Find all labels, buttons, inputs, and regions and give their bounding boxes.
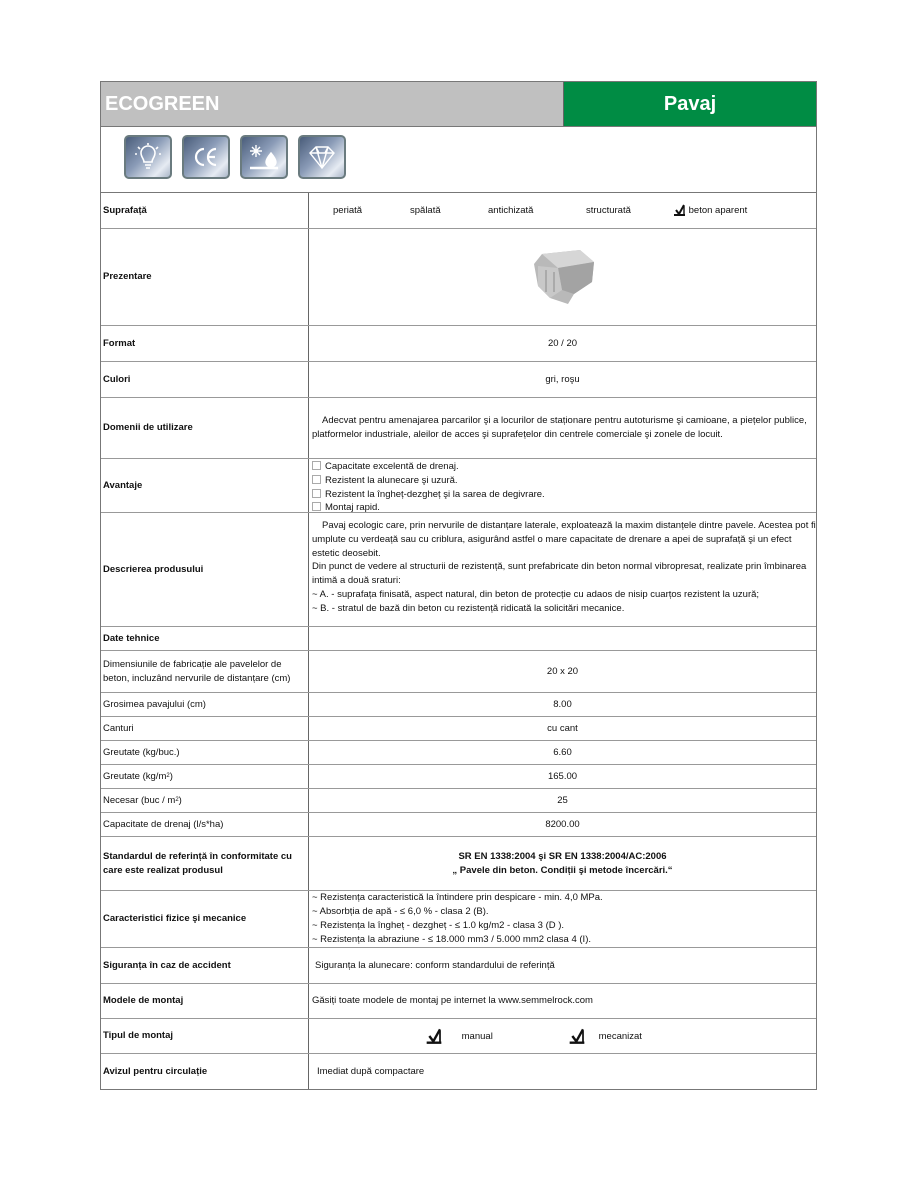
advantage-item: Rezistent la alunecare şi uzură. [312, 474, 545, 488]
row-mounting [101, 1019, 816, 1054]
required-label: Necesar (buc / m 2 ) [101, 789, 309, 812]
row-presentation [101, 229, 816, 326]
description-label: Descrierea produsului [101, 513, 309, 626]
row-surface [101, 193, 816, 229]
advantage-item: Montaj rapid. [312, 501, 545, 515]
standard-value: SR EN 1338:2004 şi SR EN 1338:2004/AC:2006 „ Pavele din beton. Condiții şi metode încercări.“ [452, 850, 673, 876]
safety-value: Siguranța la alunecare: conform standardului de referință [315, 959, 555, 971]
row-weight-piece [101, 741, 816, 765]
row-technical-header [101, 627, 816, 651]
colors-label: Culori [101, 362, 309, 397]
header [101, 82, 816, 127]
row-description [101, 513, 816, 627]
traffic-value: Imediat după compactare [317, 1065, 425, 1077]
colors-value: gri, roşu [545, 373, 580, 385]
brand-title: ECOGREEN [101, 82, 564, 126]
advantages-label: Avantaje [101, 459, 309, 512]
row-models [101, 984, 816, 1019]
lightbulb-icon [124, 135, 172, 179]
row-mechanical [101, 891, 816, 948]
usage-value: Adecvat pentru amenajarea parcarilor şi a locurilor de staționare pentru autoturisme şi camioane, a piețelor publice, platformelor industriale, aleilor de acces şi suprafețelor din centrele comerciale şi zonele de locuit. [312, 415, 807, 440]
bullet-box-icon [312, 461, 321, 470]
row-drainage [101, 813, 816, 837]
row-standard [101, 837, 816, 891]
frost-salt-resistance-icon [240, 135, 288, 179]
surface-options [309, 193, 816, 228]
weight-area-label: Greutate (kg/m 2 ) [101, 765, 309, 788]
advantage-item: Rezistent la îngheț-dezgheț şi la sarea de degivrare. [312, 488, 545, 502]
edges-label: Canturi [101, 717, 309, 740]
thickness-label: Grosimea pavajului (cm) [101, 693, 309, 716]
technical-label: Date tehnice [101, 627, 309, 650]
category-title: Pavaj [564, 82, 816, 126]
row-traffic [101, 1054, 816, 1089]
surface-option-antichizata: antichizată [488, 204, 534, 216]
presentation-label: Prezentare [101, 229, 309, 325]
thickness-value: 8.00 [553, 698, 572, 710]
checkmark-icon [425, 1028, 443, 1044]
surface-label: Suprafață [101, 193, 309, 228]
row-required [101, 789, 816, 813]
weight-area-value: 165.00 [547, 770, 578, 782]
description-text: Pavaj ecologic care, prin nervurile de distanțare laterale, exploatează la maxim distanțele dintre pavele. Acestea pot fi umplute cu verdeață sau cu criblura, asigurând astfel o mare capacitate de drenare a apei de suprafață şi un efect estetic deosebit. Din punct de vedere al structurii de rezistență, sunt prefabricate din beton normal vibropresat, realizate prin îmbinarea intimă a două sraturi: ~ A. - suprafața finisată, aspect natural, din beton de protecție cu adaos de nisip cuarțos rezistent la uzură; ~ B. - stratul de bază din beton cu rezistență ridicată la solicitări mecanice. [312, 520, 816, 614]
surface-option-spalata: spălată [410, 204, 441, 216]
advantages-list [309, 459, 816, 512]
row-colors [101, 362, 816, 398]
safety-label: Siguranța în caz de accident [101, 948, 309, 983]
required-value: 25 [557, 794, 568, 806]
surface-option-structurata: structurată [586, 204, 631, 216]
drainage-value: 8200.00 [545, 818, 580, 830]
models-value: Găsiți toate modele de montaj pe internet la www.semmelrock.com [312, 995, 593, 1007]
row-safety [101, 948, 816, 984]
checkmark-icon [568, 1028, 586, 1044]
weight-piece-value: 6.60 [553, 746, 572, 758]
dimensions-label: Dimensiunile de fabricație ale pavelelor de beton, incluzând nervurile de distanțare (cm) [101, 651, 309, 692]
feature-icons [101, 127, 816, 193]
drainage-label: Capacitate de drenaj (l/s*ha) [101, 813, 309, 836]
edges-value: cu cant [547, 722, 578, 734]
mounting-option-mecanizat: mecanizat [568, 1028, 642, 1044]
bullet-box-icon [312, 475, 321, 484]
weight-piece-label: Greutate (kg/buc.) [101, 741, 309, 764]
row-dimensions [101, 651, 816, 693]
bullet-box-icon [312, 489, 321, 498]
traffic-label: Avizul pentru circulație [101, 1054, 309, 1089]
row-usage [101, 398, 816, 459]
ce-mark-icon [182, 135, 230, 179]
product-sheet [100, 81, 817, 1090]
product-image [309, 229, 816, 325]
checkmark-icon [673, 204, 686, 216]
row-advantages [101, 459, 816, 513]
format-value: 20 / 20 [547, 337, 578, 349]
surface-option-beton-aparent: beton aparent [673, 204, 747, 218]
surface-option-periata: periată [333, 204, 363, 216]
row-edges [101, 717, 816, 741]
mounting-options [309, 1019, 816, 1053]
usage-label: Domenii de utilizare [101, 398, 309, 458]
row-thickness [101, 693, 816, 717]
bullet-box-icon [312, 502, 321, 511]
row-weight-area [101, 765, 816, 789]
dimensions-value: 20 x 20 [546, 665, 579, 677]
diamond-icon [298, 135, 346, 179]
advantage-item: Capacitate excelentă de drenaj. [312, 460, 545, 474]
mounting-option-manual: manual [425, 1028, 493, 1044]
standard-label: Standardul de referință în conformitate cu care este realizat produsul [101, 837, 309, 890]
row-format [101, 326, 816, 362]
paver-image [528, 246, 598, 308]
mounting-label: Tipul de montaj [101, 1019, 309, 1053]
mechanical-label: Caracteristici fizice şi mecanice [101, 891, 309, 947]
mechanical-values: ~ Rezistența caracteristică la întindere prin despicare - min. 4,0 MPa. ~ Absorbția de apă - ≤ 6,0 % - clasa 2 (B). ~ Rezistența la îngheț - dezgheț - ≤ 1.0 kg/m2 - clasa 3 (D ). ~ Rezistența la abraziune - ≤ 18.000 mm3 / 5.000 mm2 clasa 4 (I). [312, 892, 603, 945]
format-label: Format [101, 326, 309, 361]
models-label: Modele de montaj [101, 984, 309, 1018]
